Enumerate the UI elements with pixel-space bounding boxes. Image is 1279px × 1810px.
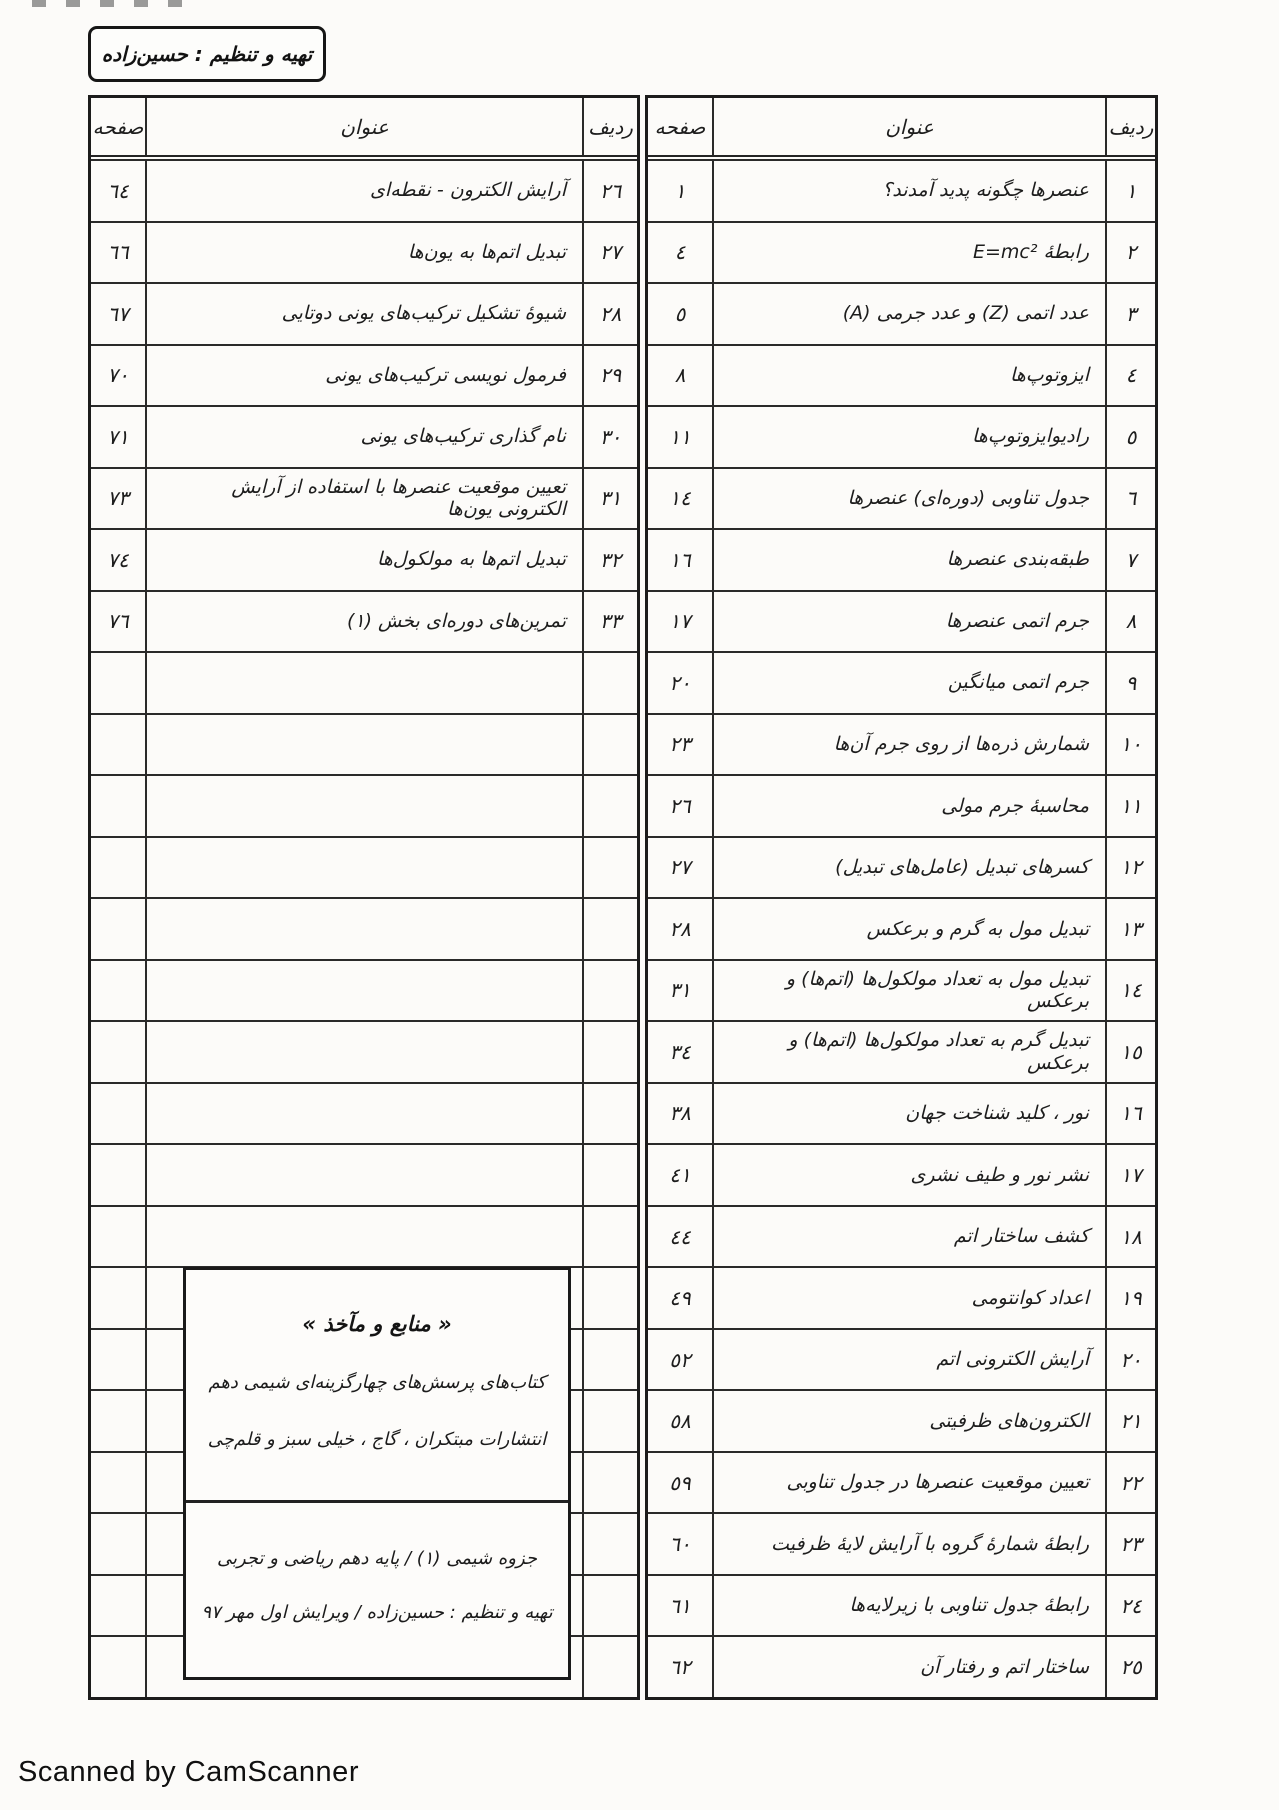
row-page-cell bbox=[91, 1145, 147, 1205]
header-safhe: صفحه bbox=[91, 98, 147, 155]
row-page-cell: ١٦ bbox=[648, 530, 714, 590]
row-number-cell: ٢ bbox=[1105, 223, 1155, 283]
row-page-cell bbox=[91, 1330, 147, 1390]
row-page-cell: ٦٧ bbox=[91, 284, 147, 344]
table-row bbox=[648, 405, 1155, 467]
references-box bbox=[183, 1267, 571, 1680]
table-row bbox=[648, 1020, 1155, 1082]
row-number-cell: ١٨ bbox=[1105, 1207, 1155, 1267]
row-number-cell: ٢٤ bbox=[1105, 1576, 1155, 1636]
row-page-cell: ٥٩ bbox=[648, 1453, 714, 1513]
row-title-cell: نور ، کلید شناخت جهان bbox=[905, 1102, 1089, 1125]
row-page-cell: ٥٨ bbox=[648, 1391, 714, 1451]
row-number-cell: ٢٨ bbox=[582, 284, 637, 344]
table-row bbox=[648, 713, 1155, 775]
row-number-cell: ٢٠ bbox=[1105, 1330, 1155, 1390]
row-page-cell: ١ bbox=[648, 161, 714, 221]
row-page-cell: ٤٩ bbox=[648, 1268, 714, 1328]
row-number-cell bbox=[582, 776, 637, 836]
table-row bbox=[648, 221, 1155, 283]
row-number-cell: ١٢ bbox=[1105, 838, 1155, 898]
row-page-cell bbox=[91, 1453, 147, 1513]
row-title-cell: تبدیل اتم‌ها به مولکول‌ها bbox=[377, 548, 566, 571]
row-title-cell: کسرهای تبدیل (عامل‌های تبدیل) bbox=[835, 856, 1089, 879]
row-number-cell bbox=[582, 1330, 637, 1390]
header-safhe: صفحه bbox=[648, 98, 714, 155]
row-title-cell: نام گذاری ترکیب‌های یونی bbox=[360, 425, 566, 448]
row-title-cell bbox=[147, 776, 582, 836]
table-row bbox=[648, 651, 1155, 713]
row-title-cell: جرم اتمی عنصرها bbox=[945, 609, 1089, 632]
row-page-cell: ٧٣ bbox=[91, 469, 147, 529]
row-number-cell bbox=[582, 961, 637, 1021]
row-number-cell: ٢١ bbox=[1105, 1391, 1155, 1451]
table-row bbox=[648, 1266, 1155, 1328]
row-number-cell bbox=[582, 1022, 637, 1082]
row-number-cell: ٣ bbox=[1105, 284, 1155, 344]
row-page-cell: ٦٤ bbox=[91, 161, 147, 221]
row-page-cell: ٧٤ bbox=[91, 530, 147, 590]
table-row bbox=[91, 959, 637, 1021]
row-title-cell: رابطهٔ E=mc² bbox=[972, 240, 1089, 263]
table-row bbox=[91, 344, 637, 406]
row-number-cell: ١٦ bbox=[1105, 1084, 1155, 1144]
row-number-cell bbox=[582, 1576, 637, 1636]
row-title-cell bbox=[147, 899, 582, 959]
row-page-cell: ١٧ bbox=[648, 592, 714, 652]
table-row bbox=[91, 282, 637, 344]
row-page-cell: ٢٣ bbox=[648, 715, 714, 775]
row-title-cell: ایزوتوپ‌ها bbox=[1009, 363, 1089, 386]
row-number-cell: ٢٧ bbox=[582, 223, 637, 283]
header-onvan: عنوان bbox=[885, 114, 934, 139]
row-title-cell: جدول تناوبی (دوره‌ای) عنصرها bbox=[847, 486, 1089, 509]
row-number-cell: ١٤ bbox=[1105, 961, 1155, 1021]
references-booklet-line: جزوه شیمی (١) / پایه دهم ریاضی و تجربی bbox=[216, 1548, 538, 1570]
table-row bbox=[91, 590, 637, 652]
table-row bbox=[91, 713, 637, 775]
row-title-cell: تعیین موقعیت عنصرها در جدول تناوبی bbox=[786, 1471, 1089, 1494]
row-title-cell bbox=[147, 838, 582, 898]
row-title-cell: نشر نور و طیف نشری bbox=[910, 1163, 1089, 1186]
row-number-cell: ٨ bbox=[1105, 592, 1155, 652]
row-number-cell: ٣١ bbox=[582, 469, 637, 529]
table-row bbox=[648, 467, 1155, 529]
references-booklet-section bbox=[186, 1503, 568, 1677]
row-page-cell bbox=[91, 838, 147, 898]
row-number-cell bbox=[582, 838, 637, 898]
row-number-cell: ١٠ bbox=[1105, 715, 1155, 775]
row-title-cell: طبقه‌بندی عنصرها bbox=[946, 548, 1089, 571]
table-row bbox=[648, 1451, 1155, 1513]
references-source-line: کتاب‌های پرسش‌های چهارگزینه‌ای شیمی دهم bbox=[208, 1371, 546, 1393]
row-page-cell: ٣٤ bbox=[648, 1022, 714, 1082]
row-page-cell bbox=[91, 776, 147, 836]
table-row bbox=[648, 528, 1155, 590]
row-number-cell: ٢٣ bbox=[1105, 1514, 1155, 1574]
row-number-cell: ١٧ bbox=[1105, 1145, 1155, 1205]
row-page-cell: ٤١ bbox=[648, 1145, 714, 1205]
row-number-cell bbox=[582, 1453, 637, 1513]
row-title-cell: شیوهٔ تشکیل ترکیب‌های یونی دوتایی bbox=[281, 302, 566, 325]
row-number-cell: ٦ bbox=[1105, 469, 1155, 529]
row-number-cell bbox=[582, 1514, 637, 1574]
row-number-cell: ٧ bbox=[1105, 530, 1155, 590]
row-title-cell: جرم اتمی میانگین bbox=[947, 671, 1089, 694]
table-row bbox=[648, 897, 1155, 959]
stamp-text: تهیه و تنظیم : حسین‌زاده bbox=[101, 42, 313, 66]
toc-left-header-row bbox=[91, 98, 637, 157]
row-title-cell: کشف ساختار اتم bbox=[953, 1225, 1089, 1248]
row-number-cell: ٢٢ bbox=[1105, 1453, 1155, 1513]
table-row bbox=[648, 1512, 1155, 1574]
references-source-line: انتشارات مبتکران ، گاج ، خیلی سبز و قلم‌چی bbox=[207, 1429, 547, 1451]
row-title-cell: آرایش الکترون - نقطه‌ای bbox=[370, 179, 566, 202]
row-title-cell: تبدیل مول به گرم و برعکس bbox=[866, 917, 1089, 940]
row-number-cell: ١٣ bbox=[1105, 899, 1155, 959]
row-page-cell: ٥٢ bbox=[648, 1330, 714, 1390]
row-number-cell bbox=[582, 1084, 637, 1144]
row-number-cell: ٢٩ bbox=[582, 346, 637, 406]
prepared-by-stamp bbox=[88, 26, 326, 82]
table-row bbox=[91, 1020, 637, 1082]
row-number-cell: ٣٢ bbox=[582, 530, 637, 590]
row-title-cell: فرمول نویسی ترکیب‌های یونی bbox=[325, 363, 566, 386]
row-page-cell bbox=[91, 1022, 147, 1082]
table-row bbox=[91, 467, 637, 529]
row-number-cell: ٩ bbox=[1105, 653, 1155, 713]
row-title-cell: ساختار اتم و رفتار آن bbox=[920, 1655, 1089, 1678]
row-number-cell bbox=[582, 1391, 637, 1451]
row-title-cell: محاسبهٔ جرم مولی bbox=[941, 794, 1089, 817]
references-booklet-line: تهیه و تنظیم : حسین‌زاده / ویرایش اول مهر ٩٧ bbox=[201, 1602, 553, 1624]
camscanner-footer: Scanned by CamScanner bbox=[18, 1756, 359, 1788]
row-title-cell: تمرین‌های دوره‌ای بخش (١) bbox=[346, 609, 566, 632]
row-title-cell: عدد اتمی (Z) و عدد جرمی (A) bbox=[842, 302, 1089, 325]
table-row bbox=[648, 159, 1155, 221]
row-page-cell: ٤ bbox=[648, 223, 714, 283]
row-title-cell: اعداد کوانتومی bbox=[971, 1286, 1089, 1309]
table-row bbox=[648, 774, 1155, 836]
row-page-cell bbox=[91, 1207, 147, 1267]
row-title-cell bbox=[147, 1145, 582, 1205]
row-number-cell bbox=[582, 1145, 637, 1205]
row-number-cell bbox=[582, 1207, 637, 1267]
header-onvan: عنوان bbox=[340, 114, 389, 139]
row-page-cell: ٧١ bbox=[91, 407, 147, 467]
table-row bbox=[648, 1205, 1155, 1267]
row-page-cell: ١٤ bbox=[648, 469, 714, 529]
table-row bbox=[648, 1574, 1155, 1636]
table-row bbox=[648, 344, 1155, 406]
row-page-cell: ٦١ bbox=[648, 1576, 714, 1636]
row-page-cell: ٧٦ bbox=[91, 592, 147, 652]
table-row bbox=[91, 1205, 637, 1267]
row-title-cell: تبدیل مول به تعداد مولکول‌ها (اتم‌ها) و برعکس bbox=[785, 967, 1089, 1013]
row-page-cell bbox=[91, 715, 147, 775]
row-page-cell: ٢٨ bbox=[648, 899, 714, 959]
row-number-cell: ٢٦ bbox=[582, 161, 637, 221]
row-title-cell: الکترون‌های ظرفیتی bbox=[929, 1409, 1089, 1432]
row-number-cell: ٣٠ bbox=[582, 407, 637, 467]
row-page-cell: ٦٢ bbox=[648, 1637, 714, 1697]
row-title-cell: رابطهٔ شمارهٔ گروه با آرایش لایهٔ ظرفیت bbox=[771, 1532, 1089, 1555]
table-row bbox=[91, 221, 637, 283]
row-number-cell: ٤ bbox=[1105, 346, 1155, 406]
row-page-cell: ١١ bbox=[648, 407, 714, 467]
row-title-cell: تبدیل اتم‌ها به یون‌ها bbox=[407, 240, 566, 263]
row-number-cell bbox=[582, 653, 637, 713]
row-number-cell: ٥ bbox=[1105, 407, 1155, 467]
row-page-cell: ٤٤ bbox=[648, 1207, 714, 1267]
table-row bbox=[91, 836, 637, 898]
row-page-cell bbox=[91, 1084, 147, 1144]
row-page-cell bbox=[91, 1637, 147, 1697]
row-title-cell: تبدیل گرم به تعداد مولکول‌ها (اتم‌ها) و برعکس bbox=[788, 1029, 1089, 1074]
table-row bbox=[91, 897, 637, 959]
row-page-cell: ٨ bbox=[648, 346, 714, 406]
row-number-cell bbox=[582, 1637, 637, 1697]
row-page-cell: ٢٠ bbox=[648, 653, 714, 713]
table-row bbox=[648, 1143, 1155, 1205]
row-page-cell: ٣٨ bbox=[648, 1084, 714, 1144]
row-page-cell bbox=[91, 1391, 147, 1451]
row-page-cell: ٧٠ bbox=[91, 346, 147, 406]
row-page-cell bbox=[91, 899, 147, 959]
row-title-cell: شمارش ذره‌ها از روی جرم آن‌ها bbox=[833, 733, 1089, 755]
row-title-cell bbox=[147, 715, 582, 775]
row-number-cell: ١ bbox=[1105, 161, 1155, 221]
table-row bbox=[91, 405, 637, 467]
row-page-cell bbox=[91, 1514, 147, 1574]
table-row bbox=[648, 1328, 1155, 1390]
table-row bbox=[648, 1082, 1155, 1144]
toc-right-header-row bbox=[648, 98, 1155, 157]
row-number-cell: ٢٥ bbox=[1105, 1637, 1155, 1697]
row-number-cell: ١١ bbox=[1105, 776, 1155, 836]
row-title-cell: آرایش الکترونی اتم bbox=[936, 1348, 1089, 1371]
row-number-cell bbox=[582, 1268, 637, 1328]
row-number-cell: ١٥ bbox=[1105, 1022, 1155, 1082]
table-row bbox=[648, 590, 1155, 652]
references-title: « منابع و مآخذ » bbox=[302, 1312, 452, 1337]
row-page-cell bbox=[91, 653, 147, 713]
row-page-cell bbox=[91, 961, 147, 1021]
table-row bbox=[648, 282, 1155, 344]
scan-artifact bbox=[32, 0, 182, 7]
row-page-cell: ٢٦ bbox=[648, 776, 714, 836]
references-sources-section bbox=[186, 1270, 568, 1503]
row-title-cell: رادیوایزوتوپ‌ها bbox=[971, 425, 1089, 448]
table-row bbox=[648, 836, 1155, 898]
table-row bbox=[91, 1082, 637, 1144]
row-number-cell bbox=[582, 899, 637, 959]
row-title-cell bbox=[147, 653, 582, 713]
row-number-cell bbox=[582, 715, 637, 775]
table-row bbox=[91, 774, 637, 836]
row-page-cell: ٣١ bbox=[648, 961, 714, 1021]
row-title-cell bbox=[147, 961, 582, 1021]
table-row bbox=[91, 159, 637, 221]
table-row bbox=[648, 959, 1155, 1021]
row-title-cell bbox=[147, 1207, 582, 1267]
toc-right-rows bbox=[648, 157, 1155, 1697]
table-row bbox=[648, 1389, 1155, 1451]
row-number-cell: ١٩ bbox=[1105, 1268, 1155, 1328]
table-row bbox=[648, 1635, 1155, 1697]
row-title-cell bbox=[147, 1084, 582, 1144]
row-page-cell: ٦٦ bbox=[91, 223, 147, 283]
table-row bbox=[91, 1143, 637, 1205]
row-page-cell: ٢٧ bbox=[648, 838, 714, 898]
row-page-cell: ٥ bbox=[648, 284, 714, 344]
row-number-cell: ٣٣ bbox=[582, 592, 637, 652]
header-radif: ردیف bbox=[582, 98, 637, 155]
row-page-cell bbox=[91, 1268, 147, 1328]
toc-right-half bbox=[645, 95, 1158, 1700]
table-row bbox=[91, 528, 637, 590]
header-radif: ردیف bbox=[1105, 98, 1155, 155]
row-title-cell bbox=[147, 1022, 582, 1082]
row-title-cell: عنصرها چگونه پدید آمدند؟ bbox=[882, 179, 1089, 202]
row-title-cell: تعیین موقعیت عنصرها با استفاده از آرایش الکترونی یون‌ها bbox=[231, 475, 566, 521]
row-title-cell: رابطهٔ جدول تناوبی با زیرلایه‌ها bbox=[849, 1594, 1089, 1617]
table-row bbox=[91, 651, 637, 713]
row-page-cell: ٦٠ bbox=[648, 1514, 714, 1574]
row-page-cell bbox=[91, 1576, 147, 1636]
